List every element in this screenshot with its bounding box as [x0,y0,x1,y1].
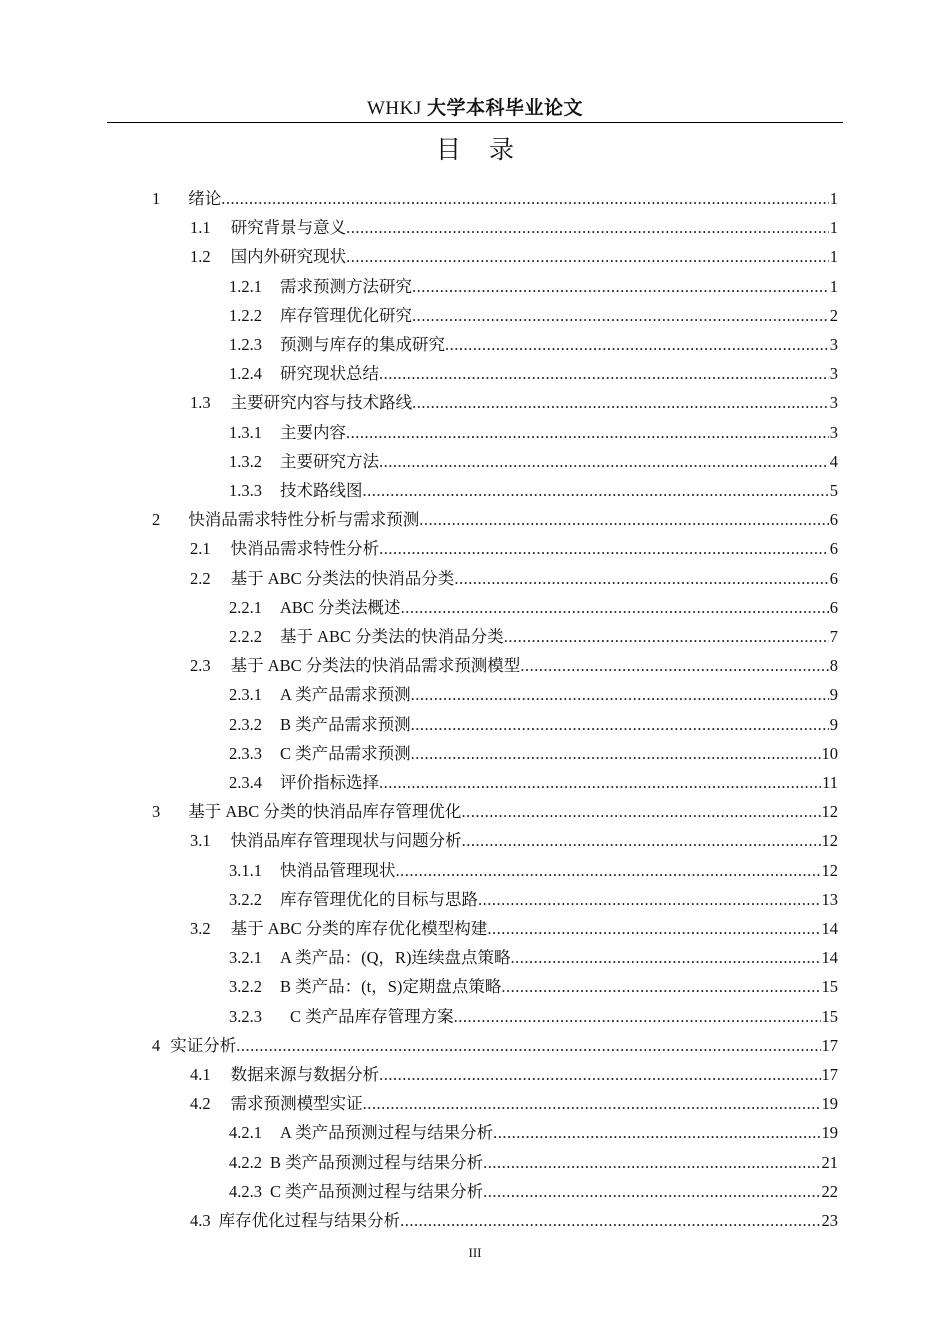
toc-entry-number: 3 [152,802,161,822]
toc-entry-label: A 类产品：(Q，R)连续盘点策略 [280,948,511,968]
toc-entry-label: 快消品需求特性分析 [230,539,380,559]
toc-entry-number: 3.1.1 [229,860,262,880]
toc-entry-number: 1.2 [190,247,211,267]
toc-entry-label: 主要研究内容与技术路线 [230,393,413,413]
header-school-cjk: 大学本科毕业论文 [427,97,584,119]
toc-entry-number: 2.3.4 [229,773,262,792]
toc-entry-page: 5 [829,481,838,500]
toc-entry[interactable] [229,624,838,650]
toc-entry-number: 1.3.2 [229,451,262,471]
toc-entry-page: 21 [821,1152,838,1172]
toc-entry-label: 技术路线图 [280,481,363,500]
toc-entry-leader [412,303,829,329]
toc-entry-number: 4.2.3 [229,1181,262,1201]
toc-entry-leader [520,653,828,679]
toc-entry-number: 2.3.2 [229,714,262,734]
toc-entry-number: 4.3 [190,1211,211,1230]
toc-entry[interactable] [229,478,838,504]
toc-entry-number: 4.2.2 [229,1152,262,1172]
toc-entry-page: 3 [829,335,838,354]
toc-entry-number: 1.2.4 [229,364,262,384]
toc-entry[interactable] [229,449,838,475]
toc-entry-leader [363,478,829,504]
toc-entry[interactable] [229,595,838,621]
toc-entry[interactable] [229,682,838,708]
toc-entry-page: 1 [829,276,838,296]
toc-entry-page: 23 [821,1211,838,1230]
toc-entry[interactable] [229,303,838,329]
toc-entry[interactable] [190,916,838,942]
toc-entry[interactable] [229,1004,838,1030]
toc-entry-leader [411,741,821,767]
toc-entry-page: 22 [821,1181,838,1201]
toc-entry-number: 4 [152,1035,161,1055]
toc-entry-label: 国内外研究现状 [230,247,347,267]
toc-entry-page: 1 [829,189,838,208]
header-rule [107,122,843,123]
toc-entry[interactable] [152,799,838,825]
toc-entry[interactable] [229,770,838,796]
toc-entry-number: 1.3.1 [229,422,262,442]
toc-entry-label: C 类产品库存管理方案 [290,1006,454,1026]
toc-entry-number: 2.3.1 [229,685,262,705]
toc-entry-page: 15 [821,977,838,997]
toc-entry-page: 12 [821,802,838,822]
toc-entry-page: 1 [829,218,838,238]
toc-entry-number: 2.2.1 [229,597,262,617]
toc-entry-page: 4 [829,451,838,471]
toc-entry[interactable] [190,1091,838,1117]
header-school-latin: WHKJ [366,98,422,119]
toc-title: 目 录 [436,135,524,164]
toc-entry-page: 13 [821,889,838,909]
toc-entry[interactable] [190,390,838,416]
toc-entry-number: 3.1 [190,831,211,851]
toc-entry[interactable] [229,1150,838,1176]
toc-entry-page: 19 [821,1123,838,1143]
toc-entry-leader [478,887,821,913]
toc-entry-leader [483,1179,820,1205]
toc-entry-leader [236,1033,820,1059]
toc-entry-leader [346,215,829,241]
toc-entry[interactable] [229,361,838,387]
toc-entry[interactable] [229,974,838,1000]
toc-entry-leader [412,274,829,300]
toc-entry-page: 12 [821,860,838,880]
toc-entry-page: 14 [821,948,838,968]
toc-entry-label: 库存管理优化研究 [280,305,412,325]
toc-entry-leader [401,595,829,621]
toc-entry-leader [504,624,829,650]
toc-entry-number: 2 [152,510,161,530]
toc-entry-number: 3.2.2 [229,889,262,909]
toc-entry-page: 8 [829,656,838,676]
toc-entry-leader [221,186,829,212]
toc-entry[interactable] [190,244,838,270]
toc-entry-number: 1 [152,189,161,208]
toc-entry-label: C 类产品预测过程与结果分析 [270,1181,484,1201]
toc-entry-page: 3 [829,393,838,413]
toc-entry-label: B 类产品需求预测 [280,714,411,734]
toc-entry-leader [379,536,829,562]
toc-entry-leader [483,1150,820,1176]
toc-entry-number: 2.2 [190,568,211,588]
toc-entry-page: 14 [821,919,838,938]
toc-entry-leader [412,390,829,416]
toc-entry-label: B 类产品：(t，S)定期盘点策略 [280,977,502,997]
toc-entry-number: 1.1 [190,218,211,238]
toc-entry-number: 3.2.1 [229,948,262,968]
toc-entry-page: 17 [821,1065,838,1084]
toc-entry[interactable] [190,1062,838,1088]
toc-entry-label: 库存优化过程与结果分析 [218,1211,401,1230]
toc-entry-page: 3 [829,364,838,384]
toc-entry-leader [501,974,820,1000]
toc-entry-leader [411,712,829,738]
toc-entry-leader [346,420,829,446]
toc-entry-number: 1.2.1 [229,276,262,296]
toc-entry[interactable] [152,1033,838,1059]
toc-entry-page: 7 [829,627,838,646]
toc-entry[interactable] [190,653,838,679]
running-header [107,94,843,123]
toc-entry-leader [454,1004,821,1030]
toc-entry-label: 研究背景与意义 [230,218,347,238]
toc-entry[interactable] [229,1179,838,1205]
toc-entry-label: A 类产品需求预测 [280,685,411,705]
toc-entry-label: 实证分析 [170,1035,237,1055]
toc-entry-number: 3.2.3 [229,1006,262,1026]
toc-entry-page: 12 [821,831,838,851]
toc-entry-leader [396,858,821,884]
toc-entry-label: 基于 ABC 分类的快消品库存管理优化 [188,802,462,822]
toc-entry-leader [419,507,829,533]
toc-entry-leader [461,799,820,825]
toc-entry-label: 基于 ABC 分类法的快消品分类 [230,568,455,588]
toc-entry-page: 6 [829,539,838,559]
toc-entry-page: 10 [821,743,838,763]
toc-entry-page: 3 [829,422,838,442]
page-number: III [468,1245,482,1260]
toc-entry-label: 基于 ABC 分类法的快消品分类 [280,627,504,646]
toc-entry-page: 11 [822,773,838,792]
toc-entry-page: 19 [821,1094,838,1114]
toc-entry-leader [379,449,829,475]
toc-entry-number: 3.2 [190,919,211,938]
toc-entry-label: A 类产品预测过程与结果分析 [280,1123,494,1143]
toc-entry-page: 2 [829,305,838,325]
toc-entry-label: 快消品管理现状 [280,860,396,880]
toc-entry-leader [400,1208,820,1234]
toc-entry-page: 6 [829,568,838,588]
toc-entry-page: 9 [829,714,838,734]
toc-entry-label: 主要内容 [280,422,346,442]
toc-entry-leader [493,1120,820,1146]
toc-entry-label: 绪论 [188,189,222,208]
toc-entry-label: C 类产品需求预测 [280,743,411,763]
toc-entry[interactable] [229,741,838,767]
toc-entry-leader [411,682,829,708]
toc-entry-leader [379,1062,820,1088]
toc-entry[interactable] [190,566,838,592]
toc-entry-leader [379,361,829,387]
toc-entry-leader [445,332,829,358]
toc-entry[interactable] [190,536,838,562]
toc-entry-number: 2.3 [190,656,211,676]
toc-entry-number: 1.3.3 [229,481,262,500]
toc-entry-page: 15 [821,1006,838,1026]
toc-entry[interactable] [190,828,838,854]
toc-entry-label: ABC 分类法概述 [280,597,401,617]
toc-entry-leader [462,828,821,854]
toc-entry-label: 预测与库存的集成研究 [280,335,445,354]
toc-entry[interactable] [229,712,838,738]
toc-entry-label: 库存管理优化的目标与思路 [280,889,478,909]
toc-entry-number: 1.2.2 [229,305,262,325]
toc-entry[interactable] [229,887,838,913]
toc-entry[interactable] [229,274,838,300]
toc-entry-label: 主要研究方法 [280,451,379,471]
toc-entry-label: 研究现状总结 [280,364,379,384]
toc-entry-number: 2.1 [190,539,211,559]
toc-entry-number: 2.2.2 [229,627,262,646]
toc-entry-page: 17 [821,1035,838,1055]
toc-entry-page: 1 [829,247,838,267]
toc-entry-leader [511,945,821,971]
toc-entry-number: 4.2 [190,1094,211,1114]
toc-entry-number: 4.2.1 [229,1123,262,1143]
toc-entry-label: 基于 ABC 分类的库存优化模型构建 [230,919,488,938]
toc-entry-leader [363,1091,821,1117]
toc-entry-label: 需求预测方法研究 [280,276,412,296]
toc-entry-number: 2.3.3 [229,743,262,763]
toc-entry-leader [454,566,828,592]
toc-entry-leader [379,770,821,796]
toc-entry-page: 6 [829,510,838,530]
toc-entry-number: 3.2.2 [229,977,262,997]
toc-entry-label: B 类产品预测过程与结果分析 [270,1152,484,1172]
toc-entry-label: 快消品库存管理现状与问题分析 [230,831,462,851]
toc-entry[interactable] [152,507,838,533]
toc-entry-number: 4.1 [190,1065,211,1084]
toc-entry-leader [487,916,820,942]
toc-entry[interactable] [229,420,838,446]
toc-entry[interactable] [229,332,838,358]
toc-entry-page: 6 [829,597,838,617]
toc-entry[interactable] [152,186,838,212]
toc-entry[interactable] [229,945,838,971]
toc-entry[interactable] [190,215,838,241]
toc-entry[interactable] [229,858,838,884]
toc-entry-label: 快消品需求特性分析与需求预测 [188,510,420,530]
toc-entry-label: 评价指标选择 [280,773,379,792]
toc-entry-leader [346,244,829,270]
toc-entry-page: 9 [829,685,838,705]
toc-entry[interactable] [229,1120,838,1146]
toc-entry-label: 基于 ABC 分类法的快消品需求预测模型 [230,656,521,676]
toc-entry-label: 需求预测模型实证 [230,1094,363,1114]
toc-entry-label: 数据来源与数据分析 [230,1065,380,1084]
toc-entry-number: 1.2.3 [229,335,262,354]
toc-entry-number: 1.3 [190,393,211,413]
toc-entry[interactable] [190,1208,838,1234]
